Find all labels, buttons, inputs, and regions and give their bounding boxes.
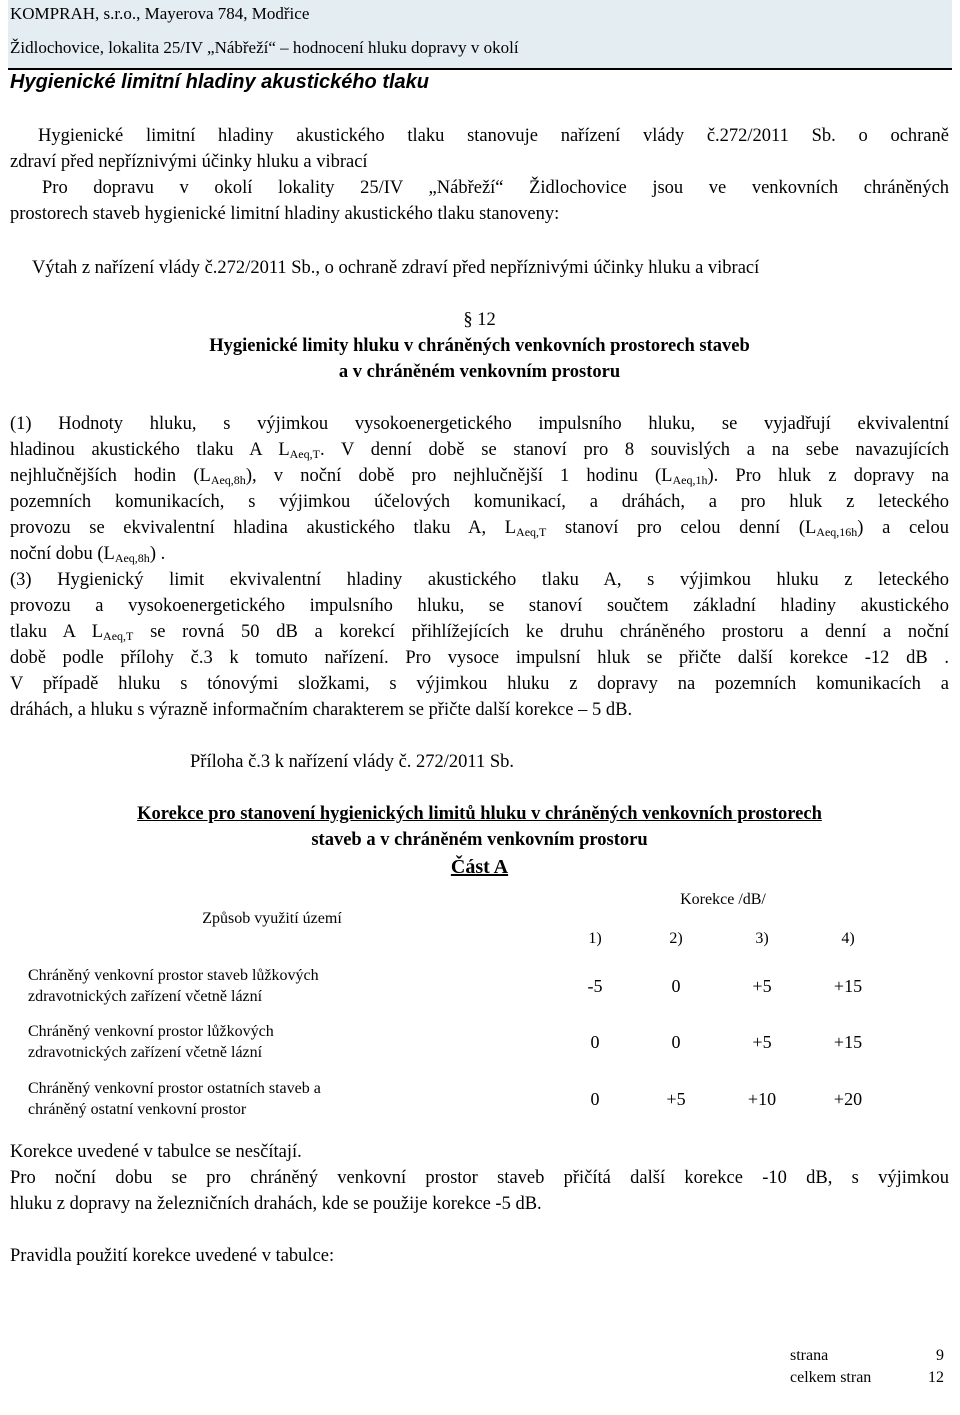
header-project: Židlochovice, lokalita 25/IV „Nábřeží“ – hodnocení hluku dopravy v okolí bbox=[10, 38, 519, 57]
para1-line-5: provozu se ekvivalentní hladina akustického tlaku A, $L_{Aeq,T}$ stanoví pro celou denní $(L_{Aeq,16h})$ a celou bbox=[10, 518, 950, 539]
table-cell-value: 0 bbox=[590, 1088, 600, 1109]
header-company: KOMPRAH, s.r.o., Mayerova 784, Modřice bbox=[10, 4, 310, 23]
after-line-2: Pro noční dobu se pro chráněný venkovní prostor staveb přičítá další korekce -10 dB, s výjimkou bbox=[10, 1168, 949, 1188]
section-heading-1: Hygienické limity hluku v chráněných venkovních prostorech staveb bbox=[209, 336, 750, 356]
table-cell-value: +15 bbox=[833, 1031, 863, 1052]
table-subheader: 2) bbox=[669, 930, 683, 947]
korekce-table bbox=[28, 880, 890, 1128]
para1-line-6: noční dobu $(L_{Aeq,8h})$ . bbox=[10, 544, 166, 565]
after-line-1: Korekce uvedené v tabulce se nesčítají. bbox=[10, 1142, 302, 1162]
para1-line-2: hladinou akustického tlaku A $L_{Aeq,T}$. V denní době se stanoví pro 8 souvislých a na sebe navazujících bbox=[10, 440, 949, 461]
para3-line-2: provozu a vysokoenergetického impulsního hluku, se stanoví součtem základní hladiny akustického bbox=[10, 596, 949, 616]
footer-page-number: 9 bbox=[936, 1347, 944, 1364]
table-cell-value: 0 bbox=[671, 1031, 681, 1052]
table-cell-usage: Chráněný venkovní prostor lůžkových zdravotnických zařízení včetně lázní bbox=[28, 1023, 274, 1061]
excerpt-line: Výtah z nařízení vlády č.272/2011 Sb., o ochraně zdraví před nepříznivými účinky hluku a vibrací bbox=[32, 258, 760, 278]
table-header-usage: Způsob využití území bbox=[202, 910, 342, 927]
table-cell-value: 0 bbox=[590, 1031, 600, 1052]
para1-line-1: (1) Hodnoty hluku, s výjimkou vysokoenergetického impulsního hluku, se vyjadřují ekvivalentní bbox=[10, 414, 949, 434]
after-line-3: hluku z dopravy na železničních drahách, kde se použije korekce -5 dB. bbox=[10, 1194, 542, 1214]
page-title: Hygienické limitní hladiny akustického tlaku bbox=[10, 71, 430, 93]
footer-page-label: strana bbox=[790, 1347, 829, 1364]
section-number: § 12 bbox=[463, 310, 496, 330]
table-cell-value: +5 bbox=[752, 1031, 772, 1052]
table-cell-usage: Chráněný venkovní prostor staveb lůžkových zdravotnických zařízení včetně lázní bbox=[28, 967, 319, 1005]
para1-line-4: pozemních komunikacích, s výjimkou účelových komunikací, a dráhách, a pro hluk z leteckého bbox=[10, 492, 949, 512]
table-cell-value: +5 bbox=[666, 1088, 686, 1109]
table-row bbox=[28, 1014, 890, 1070]
header-divider bbox=[8, 68, 952, 70]
table-subheader: 3) bbox=[755, 930, 769, 947]
annex-line: Příloha č.3 k nařízení vlády č. 272/2011 Sb. bbox=[190, 752, 515, 772]
intro-line-2: zdraví před nepříznivými účinky hluku a vibrací bbox=[10, 152, 368, 172]
table-row bbox=[28, 958, 890, 1014]
para3-line-6: dráhách, a hluku s výrazně informačním charakterem se přičte další korekce – 5 dB. bbox=[10, 700, 633, 720]
para1-line-3: nejhlučnějších hodin $(L_{Aeq,8h})$, v noční době pro nejhlučnější 1 hodinu $(L_{Aeq,1h})$. Pro hluk z dopravy na bbox=[10, 466, 949, 487]
table-header-korekce: Korekce /dB/ bbox=[680, 891, 766, 908]
intro-line-1: Hygienické limitní hladiny akustického tlaku stanovuje nařízení vlády č.272/2011 Sb. o ochraně bbox=[38, 126, 949, 146]
table-cell-value: -5 bbox=[587, 975, 603, 996]
para3-line-4: době podle přílohy č.3 k tomuto nařízení. Pro vysoce impulsní hluk se přičte další korekce -12 dB . bbox=[10, 648, 949, 668]
after-line-4: Pravidla použití korekce uvedené v tabulce: bbox=[10, 1246, 335, 1266]
section-heading-2: a v chráněném venkovním prostoru bbox=[338, 362, 621, 382]
para3-line-1: (3) Hygienický limit ekvivalentní hladiny akustického tlaku A, s výjimkou hluku z leteckého bbox=[10, 570, 949, 590]
table-cell-value: +10 bbox=[747, 1088, 777, 1109]
table-cell-value: +5 bbox=[752, 975, 772, 996]
footer-total-label: celkem stran bbox=[790, 1369, 872, 1386]
table-cell-value: +15 bbox=[833, 975, 863, 996]
para3-line-3: tlaku A $L_{Aeq,T}$ se rovná 50 dB a korekcí přihlížejících ke druhu chráněného prostoru a denní a noční bbox=[10, 622, 949, 643]
table-cell-usage: Chráněný venkovní prostor ostatních staveb a chráněný ostatní venkovní prostor bbox=[28, 1080, 321, 1118]
footer-total-number: 12 bbox=[928, 1369, 944, 1386]
table-cell-value: 0 bbox=[671, 975, 681, 996]
table-subheader: 1) bbox=[588, 930, 602, 947]
korekce-part: Část A bbox=[450, 856, 509, 878]
intro-line-4: prostorech staveb hygienické limitní hladiny akustického tlaku stanoveny: bbox=[10, 204, 560, 224]
intro-line-3: Pro dopravu v okolí lokality 25/IV „Nábřeží“ Židlochovice jsou ve venkovních chráněných bbox=[42, 178, 949, 198]
table-cell-value: +20 bbox=[833, 1088, 863, 1109]
korekce-title-1: Korekce pro stanovení hygienických limitů hluku v chráněných venkovních prostorech bbox=[137, 804, 822, 824]
table-subheader: 4) bbox=[841, 930, 855, 947]
table-row bbox=[28, 1070, 890, 1128]
para3-line-5: V případě hluku s tónovými složkami, s výjimkou hluku z dopravy na pozemních komunikacích a bbox=[10, 674, 949, 694]
korekce-title-2: staveb a v chráněném venkovním prostoru bbox=[311, 830, 648, 850]
